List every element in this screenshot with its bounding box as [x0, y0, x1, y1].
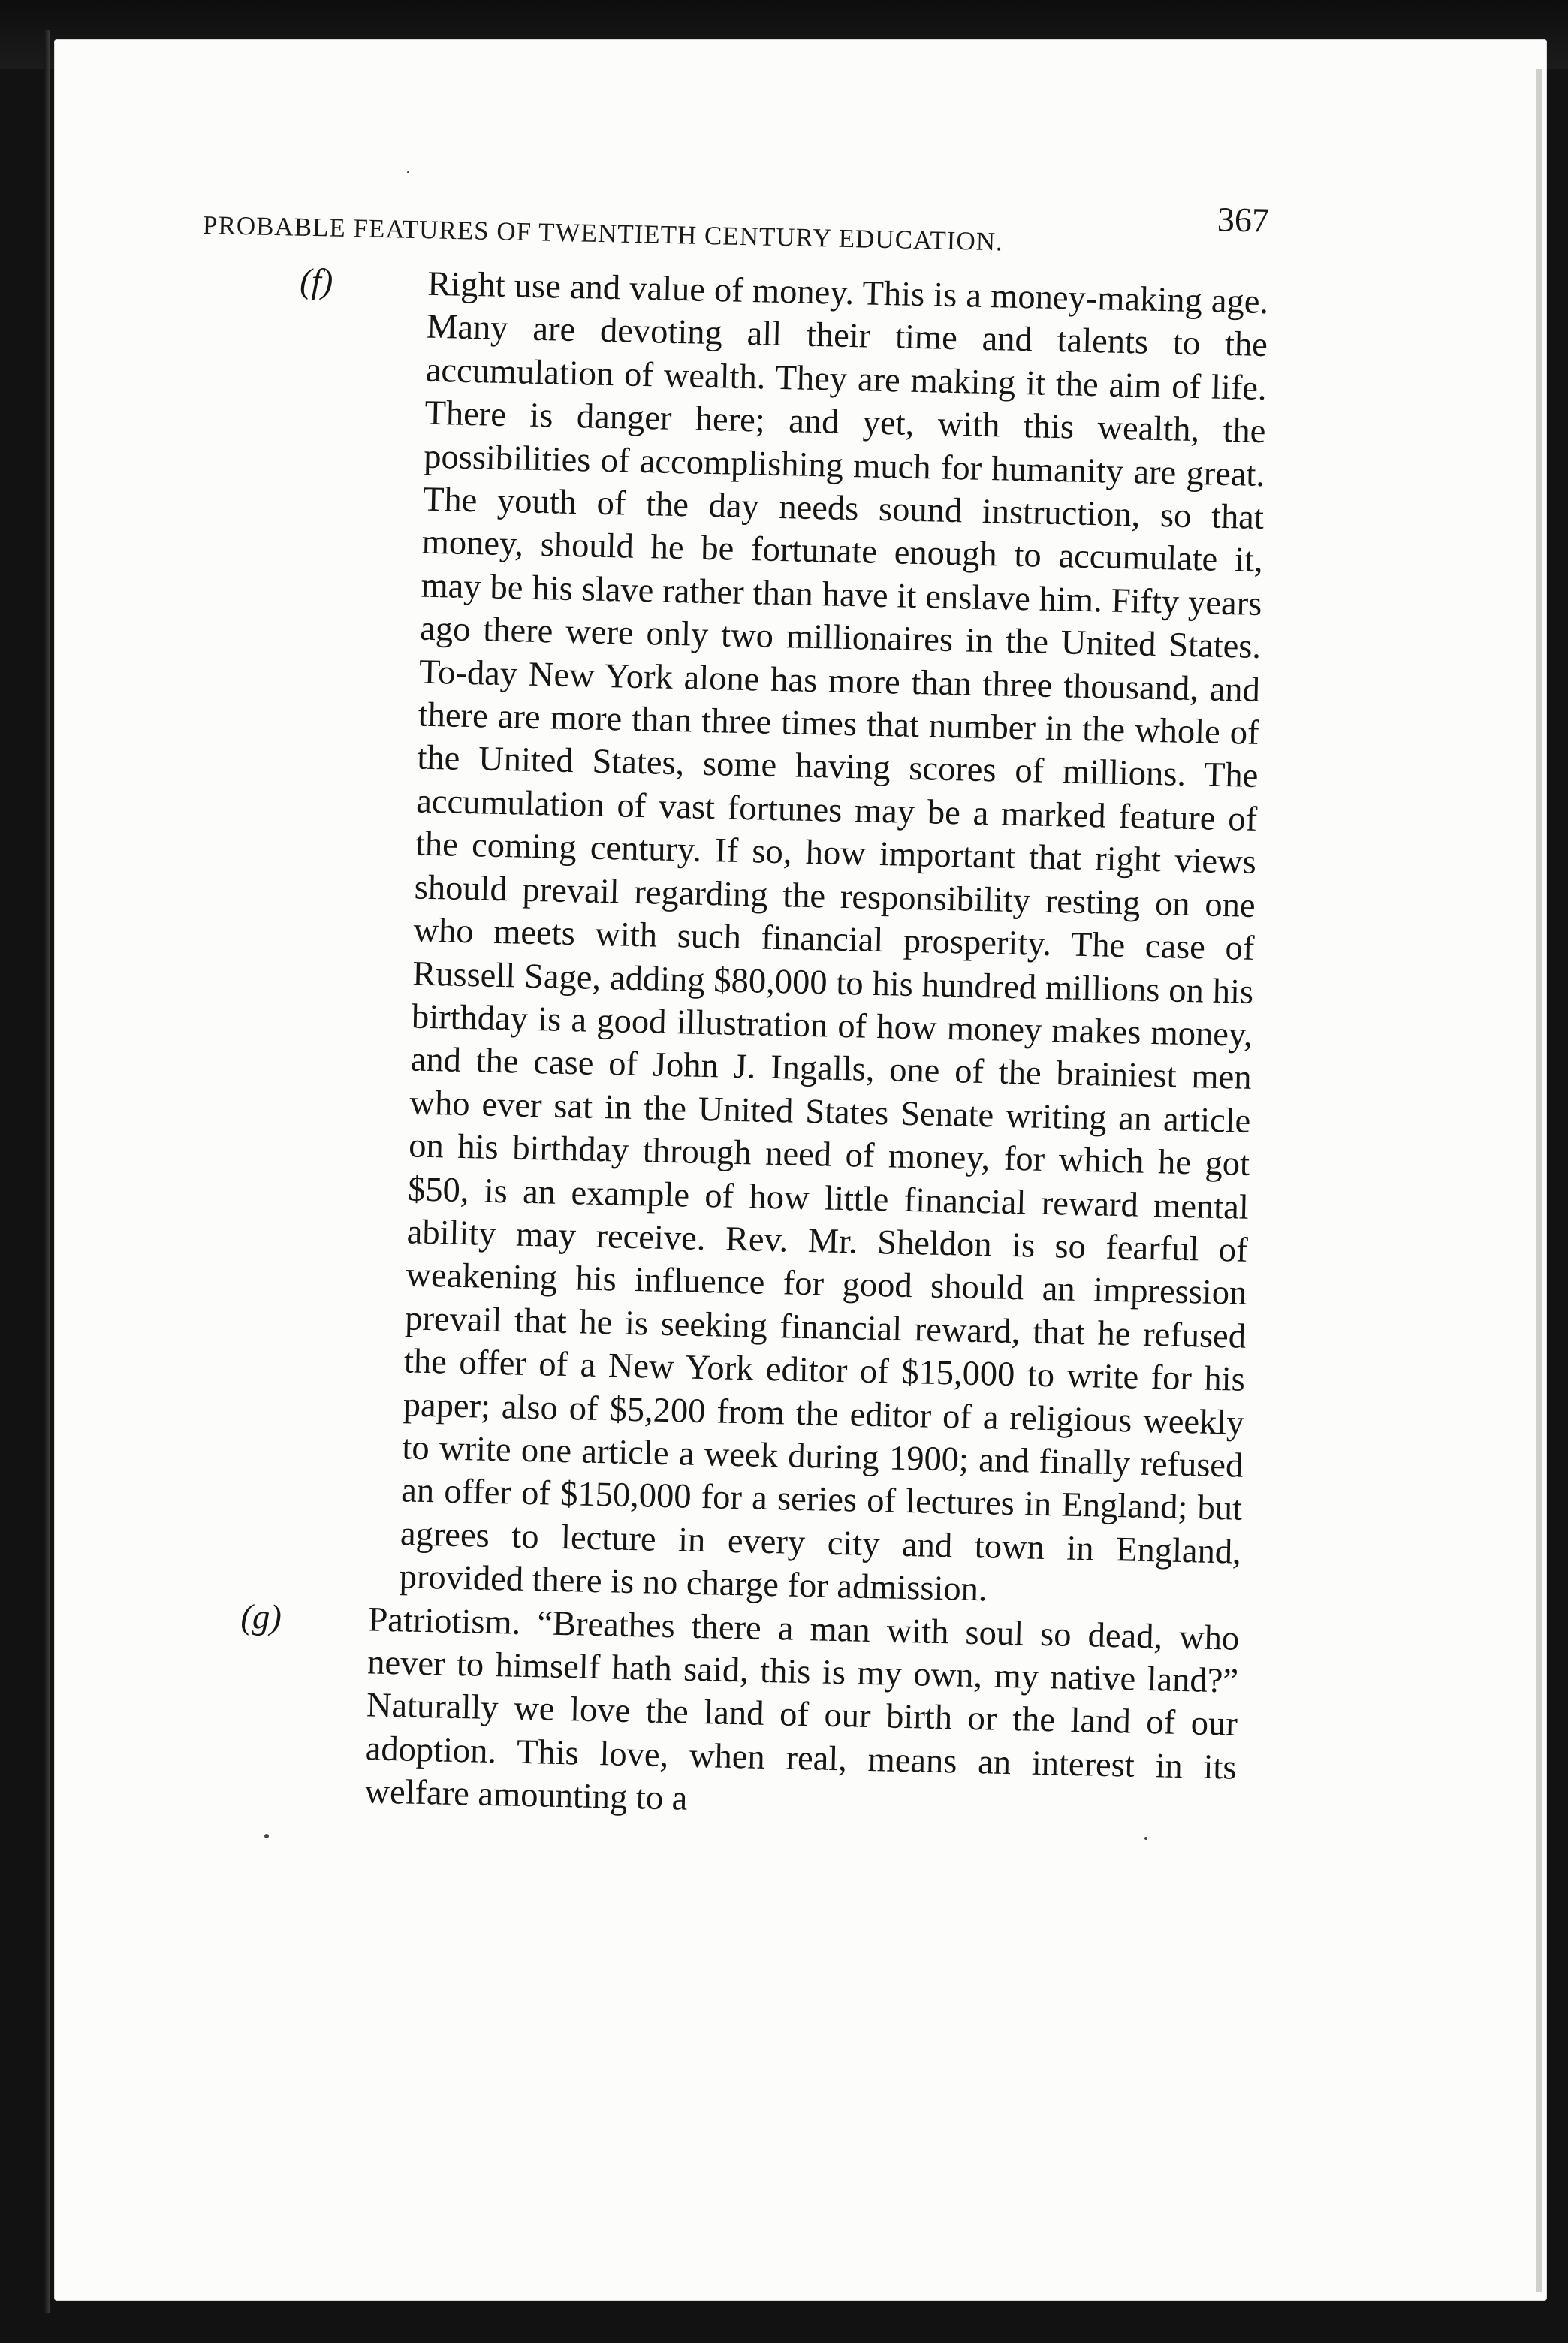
- paragraph-g: [237, 1595, 1240, 1832]
- paragraph-f: [271, 260, 1269, 1617]
- paragraph-marker: (f): [299, 261, 333, 301]
- paragraph-text: Patriotism. “Breathes there a man with soul so dead, who never to himself hath said, this is my own, my native land?” Naturally we love the land of our birth or the land of our adoption. This love, when real, means an interest in its welfare amounting to a: [363, 1600, 1240, 1818]
- page-number: 367: [1217, 200, 1270, 240]
- page-body: [240, 260, 1269, 1832]
- page-header: [202, 200, 1270, 257]
- paragraph-marker: (g): [240, 1597, 282, 1637]
- running-title: PROBABLE FEATURES OF TWENTIETH CENTURY EDUCATION.: [202, 210, 1004, 257]
- scan-speck: [264, 1834, 269, 1838]
- page-edge-line: [1536, 69, 1542, 2292]
- paragraph-text: Right use and value of money. This is a money-making age. Many are devoting all their time and talents to the accumulation of wealth. They are making it the aim of life. There is danger here; and yet, with this wealth, the possibilities of accomplishing much for humanity are great. The youth of the day needs sound instruction, so that money, should he be fortunate enough to accumulate it, may be his slave rather than have it enslave him. Fifty years ago there were only two millionaires in the United States. To-day New York alone has more than three thousand, and there are more than three times that number in the whole of the United States, some having scores of millions. The accumulation of vast fortunes may be a marked feature of the coming century. If so, how important that right views should prevail regarding the responsibility resting on one who meets with such financial prosperity. The case of Russell Sage, adding $80,000 to his hundred millions on his birthday is a good illustration of how money makes money, and the case of John J. Ingalls, one of the brainiest men who ever sat in the United States Senate writing an article on his birthday through need of money, for which he got $50, is an example of how little financial reward mental ability may receive. Rev. Mr. Sheldon is so fearful of weakening his influence for good should an impression prevail that he is seeking financial reward, that he refused the offer of a New York editor of $15,000 to write for his paper; also of $5,200 from the editor of a religious weekly to write one article a week during 1900; and finally refused an offer of $150,000 for a series of lectures in England; but agrees to lecture in every city and town in England, provided there is no charge for admission.: [399, 264, 1269, 1609]
- scan-speck: [407, 171, 409, 173]
- book-spine-shadow: [44, 30, 50, 2313]
- scan-speck: [1144, 1837, 1147, 1840]
